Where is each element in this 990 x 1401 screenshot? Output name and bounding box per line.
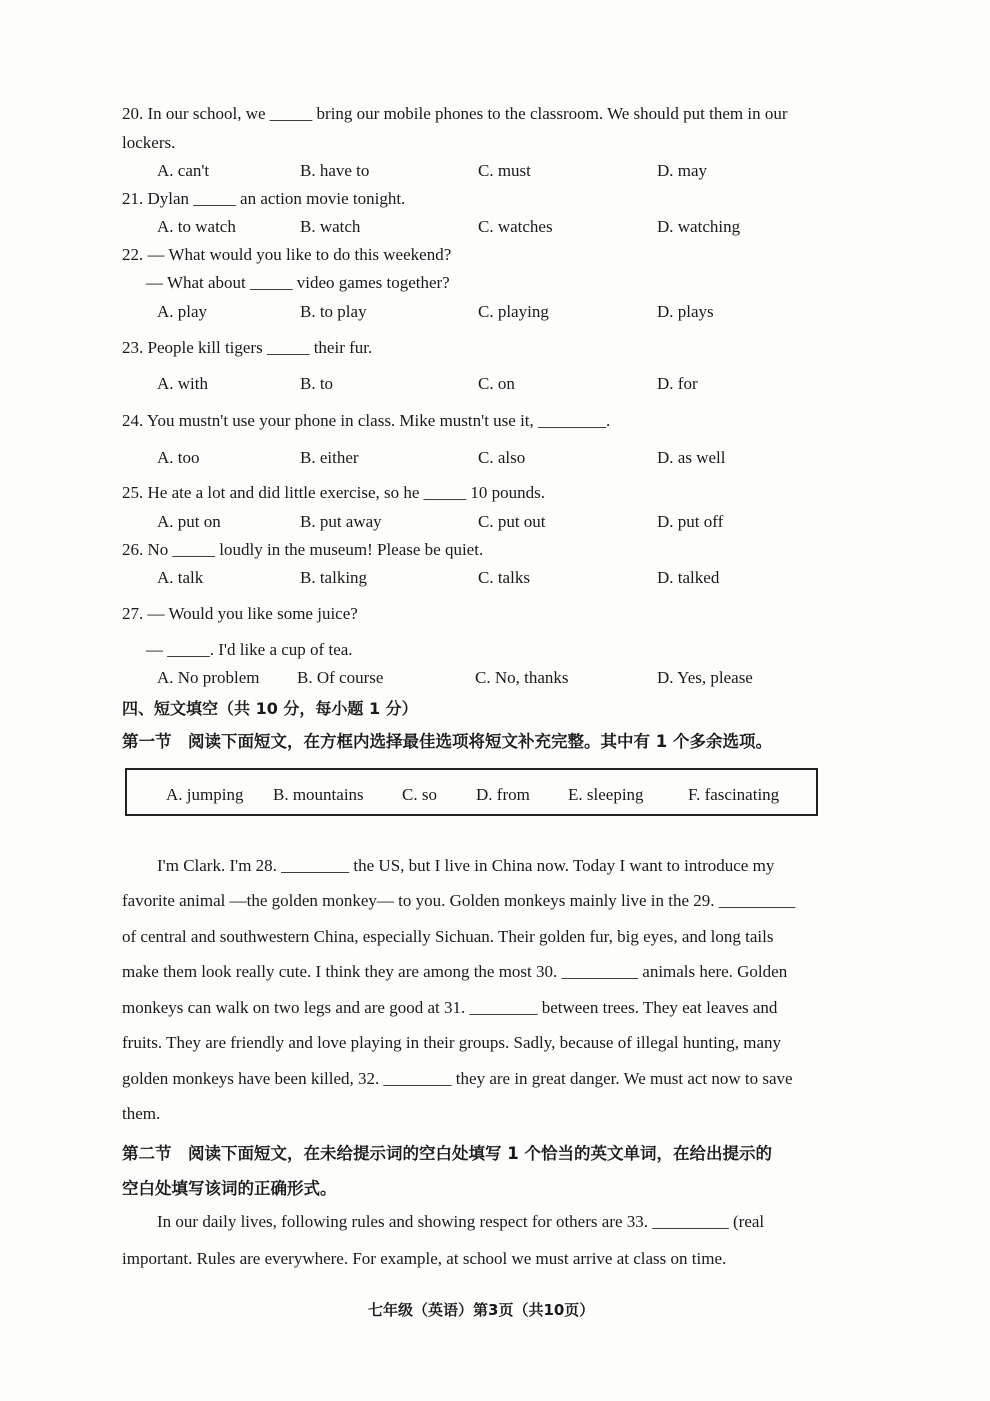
q23-option-b: B. to [300, 374, 334, 393]
part-1-heading: 第一节 阅读下面短文，在方框内选择最佳选项将短文补充完整。其中有 1 个多余选项。 [122, 732, 772, 751]
passage-1-line-8: them. [122, 1104, 161, 1123]
q27-option-c: C. No, thanks [475, 668, 569, 687]
q22-option-b: B. to play [300, 302, 367, 321]
q25-option-a: A. put on [157, 512, 221, 531]
q24-option-c: C. also [478, 448, 526, 467]
passage-2-line-2: important. Rules are everywhere. For example, at school we must arrive at class on time. [122, 1249, 727, 1268]
q22-option-c: C. playing [478, 302, 549, 321]
q23-option-d: D. for [657, 374, 698, 393]
q27-option-a: A. No problem [157, 668, 260, 687]
q26-option-c: C. talks [478, 568, 530, 587]
q22-option-d: D. plays [657, 302, 714, 321]
question-22-text-cont: — What about _____ video games together? [146, 273, 450, 292]
q22-option-a: A. play [157, 302, 208, 321]
passage-1-line-3: of central and southwestern China, especially Sichuan. Their golden fur, big eyes, and long tails [122, 927, 774, 946]
q26-option-b: B. talking [300, 568, 368, 587]
q24-option-b: B. either [300, 448, 359, 467]
q27-option-d: D. Yes, please [657, 668, 753, 687]
passage-1-line-1: I'm Clark. I'm 28. ________ the US, but I live in China now. Today I want to introduce my [157, 856, 775, 875]
q20-option-d: D. may [657, 161, 708, 180]
q26-option-d: D. talked [657, 568, 720, 587]
passage-1-line-2: favorite animal —the golden monkey— to you. Golden monkeys mainly live in the 29. _________ [122, 891, 796, 910]
q25-option-c: C. put out [478, 512, 546, 531]
q21-option-d: D. watching [657, 217, 741, 236]
q25-option-b: B. put away [300, 512, 382, 531]
box-option-d: D. from [476, 785, 530, 804]
q23-option-c: C. on [478, 374, 515, 393]
passage-1-line-6: fruits. They are friendly and love playing in their groups. Sadly, because of illegal hunting, many [122, 1033, 782, 1052]
passage-1-line-4: make them look really cute. I think they are among the most 30. _________ animals here. Golden [122, 962, 788, 981]
question-27-text: 27. — Would you like some juice? [122, 604, 358, 623]
box-option-e: E. sleeping [568, 785, 644, 804]
page-footer: 七年级（英语）第3页（共10页） [368, 1301, 595, 1319]
question-25-text: 25. He ate a lot and did little exercise, so he _____ 10 pounds. [122, 483, 546, 502]
q21-option-c: C. watches [478, 217, 553, 236]
q26-option-a: A. talk [157, 568, 204, 587]
q25-option-d: D. put off [657, 512, 724, 531]
question-22-text: 22. — What would you like to do this weekend? [122, 245, 452, 264]
q21-option-b: B. watch [300, 217, 361, 236]
question-20-text: 20. In our school, we _____ bring our mobile phones to the classroom. We should put them in our [122, 104, 788, 123]
question-20-text-cont: lockers. [122, 133, 176, 152]
question-26-text: 26. No _____ loudly in the museum! Please be quiet. [122, 540, 484, 559]
box-option-c: C. so [402, 785, 437, 804]
q20-option-c: C. must [478, 161, 531, 180]
passage-1-line-5: monkeys can walk on two legs and are good at 31. ________ between trees. They eat leaves and [122, 998, 778, 1017]
box-option-f: F. fascinating [688, 785, 780, 804]
q27-option-b: B. Of course [297, 668, 384, 687]
question-27-text-cont: — _____. I'd like a cup of tea. [146, 640, 353, 659]
q24-option-d: D. as well [657, 448, 726, 467]
part-2-heading-line-2: 空白处填写该词的正确形式。 [122, 1179, 337, 1198]
q23-option-a: A. with [157, 374, 208, 393]
q24-option-a: A. too [157, 448, 200, 467]
question-21-text: 21. Dylan _____ an action movie tonight. [122, 189, 406, 208]
part-2-heading-line-1: 第二节 阅读下面短文，在未给提示词的空白处填写 1 个恰当的英文单词，在给出提示的 [122, 1144, 772, 1163]
passage-2-line-1: In our daily lives, following rules and showing respect for others are 33. _________ (real [157, 1212, 765, 1231]
q20-option-b: B. have to [300, 161, 370, 180]
box-option-b: B. mountains [273, 785, 364, 804]
section-4-title: 四、短文填空（共 10 分，每小题 1 分） [122, 699, 418, 718]
q21-option-a: A. to watch [157, 217, 236, 236]
question-24-text: 24. You mustn't use your phone in class. Mike mustn't use it, ________. [122, 411, 611, 430]
q20-option-a: A. can't [157, 161, 210, 180]
box-option-a: A. jumping [166, 785, 244, 804]
question-23-text: 23. People kill tigers _____ their fur. [122, 338, 373, 357]
passage-1-line-7: golden monkeys have been killed, 32. ________ they are in great danger. We must act now to save [122, 1069, 793, 1088]
